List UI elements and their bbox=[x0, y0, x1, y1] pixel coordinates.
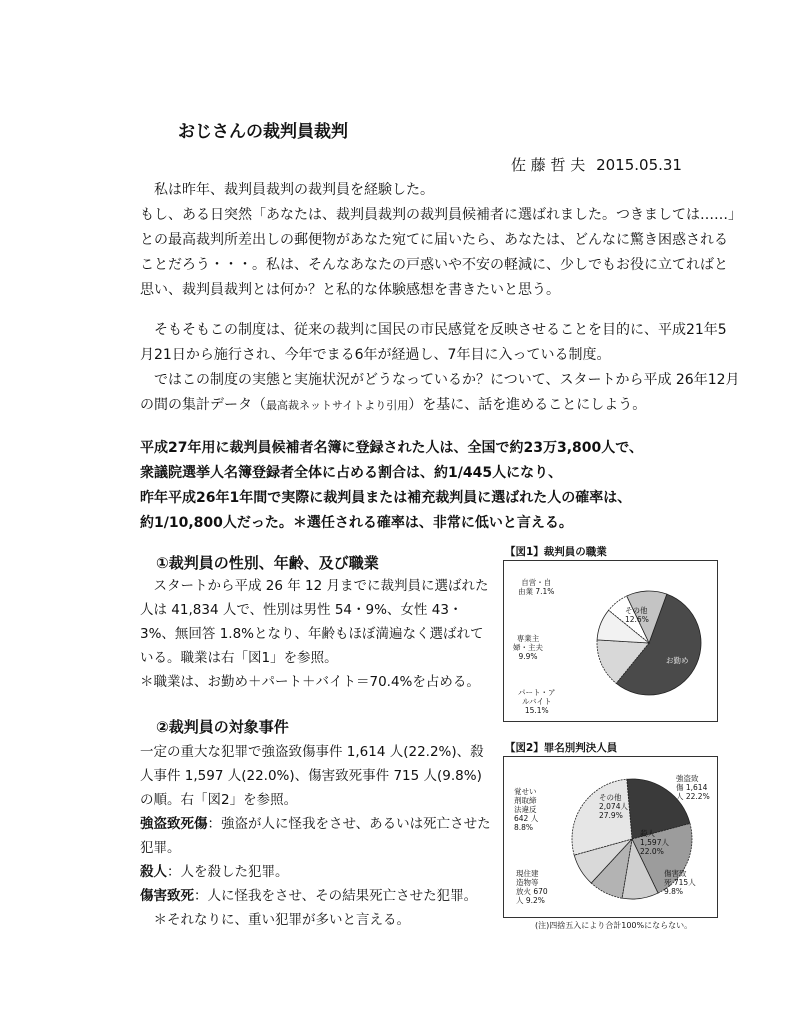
section2-heading: ②裁判員の対象事件 bbox=[156, 718, 289, 736]
data-source: 最高裁ネットサイトより引用 bbox=[266, 399, 409, 412]
system-line-1: そもそもこの制度は、従来の裁判に国民の市民感覚を反映させることを目的に、平成21年5月21日から施行され、今年でまる6年が経過し、7年目に入っている制度。 bbox=[140, 322, 727, 363]
figure1-label-home: 専業主 婦・主夫 9.9% bbox=[513, 634, 543, 661]
author-line bbox=[511, 154, 682, 175]
section1-heading: ①裁判員の性別、年齢、及び職業 bbox=[156, 554, 379, 572]
section1-note: ＊職業は、お勤め＋パート＋バイト＝70.4%を占める。 bbox=[140, 674, 480, 690]
section2-text: 一定の重大な犯罪で強盗致傷事件 1,614 人(22.2%)、殺人事件 1,597 人(22.0%)、傷害致死事件 715 人(9.8%)の順。右「図2」を参照。 bbox=[140, 744, 484, 808]
definition-robbery bbox=[140, 812, 495, 860]
section2-note: ＊それなりに、重い犯罪が多いと言える。 bbox=[153, 912, 410, 928]
stats-line-3: 昨年平成26年1年間で実際に裁判員または補充裁判員に選ばれた人の確率は、 bbox=[140, 490, 632, 506]
figure1-label-self: 自営・自 由業 7.1% bbox=[518, 578, 555, 596]
intro-paragraph bbox=[140, 178, 740, 303]
figure2-label-other: その他 2,074人 27.9% bbox=[599, 793, 628, 820]
system-line-2 bbox=[140, 368, 740, 418]
stats-line-1: 平成27年用に裁判員候補者名簿に登録された人は、全国で約23万3,800人で、 bbox=[140, 440, 643, 456]
intro-line-2: もし、ある日突然「あなたは、裁判員裁判の裁判員候補者に選ばれました。つきましては……」との最高裁判所差出しの郵便物があなた宛てに届いたら、あなたは、どんなに驚き困惑されることだろう・・・。私は、そんなあなたの戸惑いや不安の軽減に、少しでもお役に立てればと思い、裁判員裁判とは何か？と私的な体験感想を書きたいと思う。 bbox=[140, 207, 735, 298]
figure2-label-robbery: 強盗致 傷 1,614 人 22.2% bbox=[676, 774, 710, 801]
definition-murder-text: ：人を殺した犯罪。 bbox=[167, 864, 289, 880]
figure2-label-drug: 覚せい 剤取締 法違反 642 人 8.8% bbox=[514, 787, 539, 832]
figure2-note: (注)四捨五入により合計100%にならない。 bbox=[535, 921, 693, 930]
definition-injury bbox=[140, 884, 495, 908]
figure1-label-part: パート・ア ルバイト 15.1% bbox=[518, 688, 556, 715]
definition-murder-label: 殺人 bbox=[140, 864, 167, 880]
figure2-title: 【図2】罪名別判決人員 bbox=[505, 742, 618, 754]
figure1-box bbox=[503, 560, 718, 722]
figure2-box bbox=[503, 756, 718, 918]
definition-murder bbox=[140, 860, 495, 884]
stats-line-2: 衆議院選挙人名簿登録者全体に占める割合は、約1/445人になり、 bbox=[140, 465, 563, 481]
system-line-2b: ）を基に、話を進めることにしよう。 bbox=[408, 397, 647, 413]
figure1-label-other: その他 12.6% bbox=[625, 606, 649, 624]
definition-robbery-label: 強盗致死傷 bbox=[140, 816, 208, 832]
figure2-label-injury: 傷害致 死 715人 9.8% bbox=[664, 869, 696, 896]
date: 2015.05.31 bbox=[596, 156, 682, 174]
intro-line-1: 私は昨年、裁判員裁判の裁判員を経験した。 bbox=[154, 182, 434, 198]
definition-injury-label: 傷害致死 bbox=[140, 888, 194, 904]
definition-injury-text: ：人に怪我をさせ、その結果死亡させた犯罪。 bbox=[194, 888, 478, 904]
system-line-2a: ではこの制度の実態と実施状況がどうなっているか？について、スタートから平成 26年12月の間の集計データ（ bbox=[140, 372, 740, 413]
page-title: おじさんの裁判員裁判 bbox=[178, 122, 348, 142]
figure2-label-murder: 殺人 1,597人 22.0% bbox=[640, 829, 669, 856]
stats-paragraph bbox=[140, 436, 740, 536]
system-paragraph bbox=[140, 318, 740, 418]
section1-body bbox=[140, 574, 495, 694]
definition-robbery-text: ：強盗が人に怪我をさせ、あるいは死亡させた犯罪。 bbox=[140, 816, 491, 856]
figure1-title: 【図1】裁判員の職業 bbox=[505, 546, 607, 558]
author-name: 佐 藤 哲 夫 bbox=[511, 156, 586, 174]
figure2-label-arson: 現住建 造物等 放火 670 人 9.2% bbox=[516, 869, 548, 905]
figure1-label-work: お勤め bbox=[666, 656, 689, 665]
section2-body bbox=[140, 740, 495, 932]
stats-line-4: 約1/10,800人だった。＊選任される確率は、非常に低いと言える。 bbox=[140, 515, 573, 531]
section1-text: スタートから平成 26 年 12 月までに裁判員に選ばれた人は 41,834 人で、性別は男性 54・9%、女性 43・3%、無回答 1.8%となり、年齢もほぼ満遍なく選ばれている。職業は右「図1」を参照。 bbox=[140, 578, 489, 666]
